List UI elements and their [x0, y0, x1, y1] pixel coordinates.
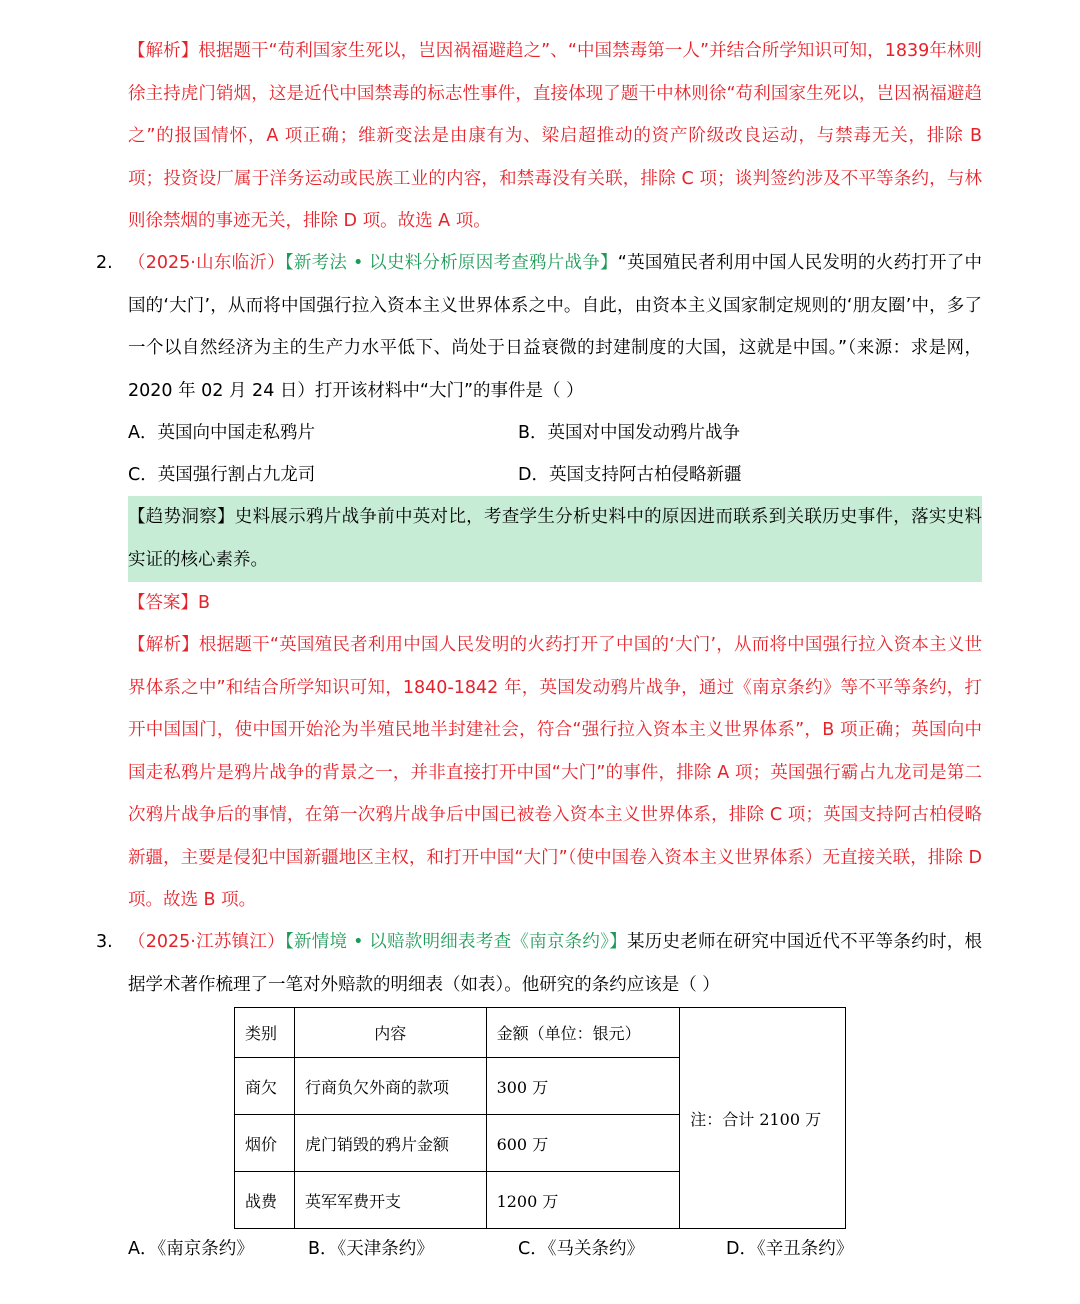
q3-option-c: C．《马关条约》	[518, 1239, 644, 1259]
q3-number: 3.	[96, 932, 113, 952]
q2-analysis-tag: 【解析】	[128, 635, 199, 655]
table-header-cell: 内容	[294, 1008, 486, 1058]
q2-source: （2025·山东临沂）	[128, 253, 285, 273]
table-cell: 商欠	[235, 1058, 295, 1115]
trend-insight-box	[128, 496, 982, 582]
table-cell: 行商负欠外商的款项	[294, 1058, 486, 1115]
q2-answer: 【答案】B	[128, 593, 211, 613]
q3-option-b: B．《天津条约》	[308, 1239, 434, 1259]
q3-source: （2025·江苏镇江）	[128, 932, 285, 952]
table-note: 注：合计 2100 万	[680, 1008, 846, 1229]
q3-stem	[128, 921, 982, 1006]
trend-insight-text: 【趋势洞察】史料展示鸦片战争前中英对比，考查学生分析史料中的原因进而联系到关联历史事件，落实史料实证的核心素养。	[128, 507, 982, 570]
q2-option-a: A．英国向中国走私鸦片	[128, 423, 315, 443]
table-cell: 战费	[235, 1172, 295, 1229]
q2-stem	[128, 242, 982, 412]
q3-stem-text: 某历史老师在研究中国近代不平等条约时，根据学术著作梳理了一笔对外赔款的明细表（如表）。他研究的条约应该是（ ）	[128, 932, 982, 995]
q2-analysis-text: 根据题干“英国殖民者利用中国人民发明的火药打开了中国的‘大门’，从而将中国强行拉入资本主义世界体系之中”和结合所学知识可知，1840-1842 年，英国发动鸦片战争，通过《南京条约》等不平等条约，打开中国国门，使中国开始沦为半殖民地半封建社会，符合“强行拉入资本主义世界体系”，B 项正确；英国向中国走私鸦片是鸦片战争的背景之一，并非直接打开中国“大门”的事件，排除 A 项；英国强行霸占九龙司是第二次鸦片战争后的事情，在第一次鸦片战争后中国已被卷入资本主义世界体系，排除 C 项；英国支持阿古柏侵略新疆，主要是侵犯中国新疆地区主权，和打开中国“大门”（使中国卷入资本主义世界体系）无直接关联，排除 D 项。故选 B 项。	[128, 635, 982, 910]
q1-analysis-tag: 【解析】	[128, 41, 199, 61]
table-cell: 600 万	[486, 1115, 680, 1172]
q2-option-b: B．英国对中国发动鸦片战争	[518, 423, 741, 443]
table-header-cell: 金额（单位：银元）	[486, 1008, 680, 1058]
q3-tag: 【新情境 • 以赔款明细表考查《南京条约》】	[284, 932, 627, 952]
table-cell: 虎门销毁的鸦片金额	[294, 1115, 486, 1172]
q2-number: 2.	[96, 253, 113, 273]
q1-analysis-text: 根据题干“苟利国家生死以，岂因祸福避趋之”、“中国禁毒第一人”并结合所学知识可知，1839年林则徐主持虎门销烟，这是近代中国禁毒的标志性事件，直接体现了题干中林则徐“苟利国家生死以，岂因祸福避趋之”的报国情怀，A 项正确；维新变法是由康有为、梁启超推动的资产阶级改良运动，与禁毒无关，排除 B 项；投资设厂属于洋务运动或民族工业的内容，和禁毒没有关联，排除 C 项；谈判签约涉及不平等条约，与林则徐禁烟的事迹无关，排除 D 项。故选 A 项。	[128, 41, 982, 231]
table-cell: 英军军费开支	[294, 1172, 486, 1229]
q2-tag: 【新考法 • 以史料分析原因考查鸦片战争】	[284, 253, 618, 273]
indemnity-table	[234, 1007, 846, 1229]
q2-analysis	[128, 624, 982, 922]
q1-analysis	[128, 30, 982, 243]
table-cell: 300 万	[486, 1058, 680, 1115]
q2-option-d: D．英国支持阿古柏侵略新疆	[518, 465, 742, 485]
table-header-row	[235, 1008, 846, 1058]
table-header-cell: 类别	[235, 1008, 295, 1058]
table-cell: 1200 万	[486, 1172, 680, 1229]
table-cell: 烟价	[235, 1115, 295, 1172]
q3-option-a: A．《南京条约》	[128, 1239, 254, 1259]
q2-stem-text: “英国殖民者利用中国人民发明的火药打开了中国的‘大门’，从而将中国强行拉入资本主义世界体系之中。自此，由资本主义国家制定规则的‘朋友圈’中，多了一个以自然经济为主的生产力水平低下、尚处于日益衰微的封建制度的大国，这就是中国。”（来源：求是网，2020 年 02 月 24 日）打开该材料中“大门”的事件是（ ）	[128, 253, 982, 401]
q3-option-d: D．《辛丑条约》	[726, 1239, 854, 1259]
q2-option-c: C．英国强行割占九龙司	[128, 465, 316, 485]
